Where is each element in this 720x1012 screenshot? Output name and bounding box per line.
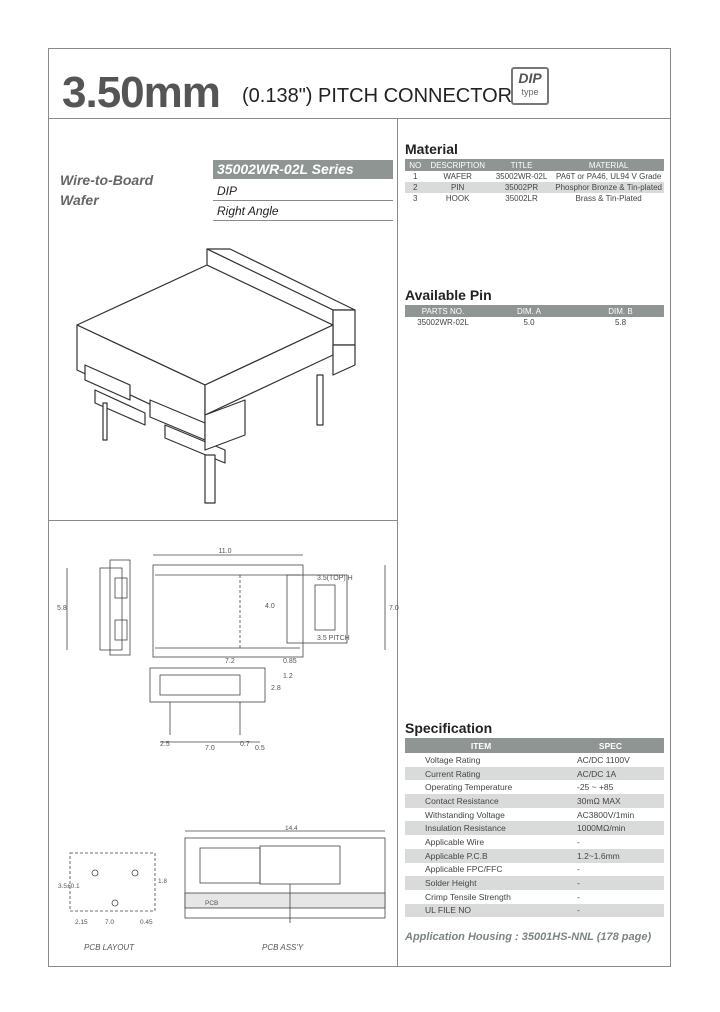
pcb-hole-3 — [112, 900, 118, 906]
spec-item: Applicable Wire — [425, 836, 485, 847]
spec-value: 30mΩ MAX — [557, 794, 664, 808]
label-dim-2-5: 2.5 — [160, 741, 170, 748]
application-housing: Application Housing : 35001HS-NNL (178 page) — [405, 931, 652, 943]
table-row — [405, 780, 664, 794]
spec-item: Operating Temperature — [425, 782, 513, 793]
pcb-layout-caption: PCB LAYOUT — [84, 943, 135, 952]
material-title: Material — [405, 141, 458, 157]
spec-item: Solder Height — [405, 876, 557, 890]
drawing-divider — [48, 520, 397, 521]
label-pcb-side-2: 1.8 — [158, 878, 168, 885]
cell: 3 — [413, 194, 418, 203]
front-view-body — [153, 565, 303, 657]
table-row — [405, 849, 664, 863]
table-row — [405, 767, 664, 781]
material-col-title: TITLE — [490, 159, 554, 171]
side-view-pocket — [315, 585, 335, 630]
product-orientation: Right Angle — [217, 204, 279, 218]
spec-col-spec: SPEC — [557, 738, 664, 753]
badge-top: DIP — [518, 70, 542, 86]
table-row — [405, 890, 664, 904]
label-dim-0-85: 0.85 — [283, 658, 297, 665]
cell: 35002WR-02L — [417, 318, 469, 327]
category-line-2: Wafer — [60, 192, 99, 208]
available-pin-table — [405, 305, 664, 328]
cell: 35002LR — [505, 194, 538, 203]
pcb-drawings — [55, 825, 395, 938]
spec-value: - — [577, 864, 580, 875]
spec-value: 1000MΩ/min — [557, 821, 664, 835]
category-line-1: Wire-to-Board — [60, 172, 154, 188]
series-title: 35002WR-02L Series — [213, 160, 393, 179]
table-row — [405, 794, 664, 808]
table-row — [405, 171, 664, 182]
cell: 5.8 — [614, 318, 627, 327]
cell: 1 — [413, 172, 418, 181]
pitch-subtitle: (0.138") PITCH CONNECTOR — [242, 85, 513, 107]
label-dim-0-7: 0.7 — [240, 741, 250, 748]
material-header-row — [405, 159, 664, 171]
back-block — [333, 310, 355, 345]
label-dim-0-5: 0.5 — [255, 745, 265, 752]
pin-col-dim-a: DIM. A — [481, 305, 577, 317]
spec-value: - — [557, 904, 664, 918]
end-view-pocket-2 — [115, 620, 127, 640]
material-col-material: MATERIAL — [553, 159, 664, 171]
assy-housing — [200, 848, 260, 883]
cell: PA6T or PA46, UL94 V Grade — [555, 172, 662, 181]
table-row — [405, 808, 664, 822]
spec-col-item: ITEM — [405, 738, 557, 753]
pcb-hole-2 — [132, 870, 138, 876]
product-type: DIP — [217, 184, 238, 198]
spec-item: Contact Resistance — [405, 794, 557, 808]
spec-item: UL FILE NO — [405, 904, 557, 918]
spec-item: Insulation Resistance — [405, 821, 557, 835]
spec-value: - — [557, 876, 664, 890]
spec-value: - — [577, 836, 580, 847]
specification-table — [405, 738, 664, 917]
label-pcb-side-1: 3.5±0.1 — [58, 883, 80, 890]
cell: Brass & Tin-Plated — [575, 194, 642, 203]
dip-type-badge — [511, 67, 549, 105]
label-side-a: 3.5(TOP) H — [317, 575, 353, 582]
pcb-hole-1 — [92, 870, 98, 876]
pcb-assy-caption: PCB ASS'Y — [262, 943, 304, 952]
label-dim-7-0: 7.0 — [205, 745, 215, 752]
column-divider — [397, 118, 398, 967]
bottom-view-slot — [160, 675, 240, 695]
label-pcb-b3: 0.45 — [140, 919, 153, 926]
material-col-no: NO — [405, 159, 426, 171]
label-pcb-b1: 2.15 — [75, 919, 88, 926]
end-view-pocket-1 — [115, 578, 127, 598]
pin-header-row — [405, 305, 664, 317]
product-category — [60, 170, 153, 210]
table-row — [405, 317, 664, 328]
cell: HOOK — [445, 194, 470, 203]
spec-item: Applicable FPC/FFC — [425, 864, 503, 875]
pin-2 — [317, 375, 323, 425]
header-divider — [48, 118, 671, 119]
table-row — [405, 753, 664, 767]
spec-value: -25 ~ +85 — [577, 782, 614, 793]
pitch-title: 3.50mm — [62, 68, 220, 117]
label-pcb-mark: PCB — [205, 900, 219, 907]
pin-col-dim-b: DIM. B — [577, 305, 664, 317]
table-row — [405, 182, 664, 193]
end-view-outer — [110, 560, 130, 655]
label-side-top: 4.0 — [265, 603, 275, 610]
bottom-view-body — [150, 668, 265, 702]
spec-value: 1.2~1.6mm — [557, 849, 664, 863]
cell: WAFER — [443, 172, 472, 181]
label-left-height: 5.8 — [57, 605, 67, 612]
available-pin-title: Available Pin — [405, 287, 492, 303]
spec-item: Crimp Tensile Strength — [425, 891, 511, 902]
label-right-height: 7.0 — [389, 605, 399, 612]
cell: 35002PR — [490, 182, 554, 193]
spec-value: AC/DC 1A — [557, 767, 664, 781]
badge-bottom: type — [521, 87, 539, 97]
material-col-desc: DESCRIPTION — [426, 159, 490, 171]
spec-header-row — [405, 738, 664, 753]
spec-item: Voltage Rating — [425, 754, 481, 765]
material-table — [405, 159, 664, 204]
label-side-b: 3.5 PITCH — [317, 635, 350, 642]
cell: 35002WR-02L — [495, 172, 548, 181]
specification-title: Specification — [405, 720, 493, 736]
table-row — [405, 863, 664, 877]
spec-item: Applicable P.C.B — [405, 849, 557, 863]
cell: 5.0 — [523, 318, 535, 327]
spec-value: AC3800V/1min — [577, 809, 635, 820]
pin-3 — [205, 455, 215, 503]
pin-1 — [103, 403, 107, 440]
assy-wafer — [260, 846, 340, 884]
back-lower — [333, 345, 355, 375]
label-pcb-b2: 7.0 — [105, 919, 115, 926]
table-row — [405, 821, 664, 835]
spec-value: - — [577, 891, 580, 902]
orthographic-drawings — [55, 548, 399, 752]
label-overall-width: 11.0 — [218, 548, 232, 555]
cell: Phosphor Bronze & Tin-plated — [555, 183, 662, 192]
spec-value: AC/DC 1100V — [577, 754, 630, 765]
cell: PIN — [426, 182, 490, 193]
pcb-layout-outline — [70, 853, 155, 911]
cell: 2 — [405, 182, 426, 193]
label-dim-1-2: 1.2 — [283, 673, 293, 680]
label-pcb-w: 14.4 — [285, 825, 298, 832]
spec-item: Withstanding Voltage — [425, 809, 505, 820]
end-view-body — [100, 568, 122, 650]
connector-3d-illustration — [55, 225, 395, 515]
table-row — [405, 193, 664, 204]
pin-col-parts: PARTS NO. — [405, 305, 481, 317]
label-dim-2-8: 2.8 — [271, 685, 281, 692]
spec-item: Current Rating — [405, 767, 557, 781]
table-row — [405, 904, 664, 918]
table-row — [405, 835, 664, 849]
label-dim-7-2: 7.2 — [225, 658, 235, 665]
table-row — [405, 876, 664, 890]
series-rule-1 — [213, 200, 393, 201]
series-rule-2 — [213, 220, 393, 221]
